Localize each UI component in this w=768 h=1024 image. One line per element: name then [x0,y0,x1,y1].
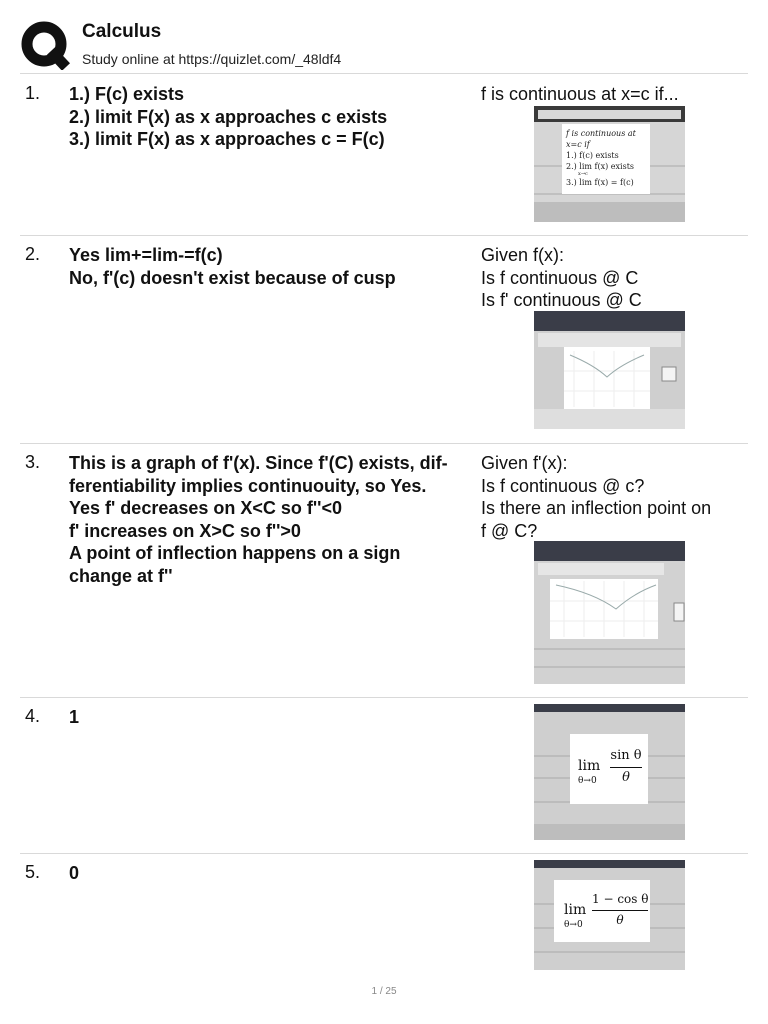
card-number: 4. [25,706,41,726]
card-number: 3. [25,452,41,472]
flashcard-4 [20,697,748,853]
set-title: Calculus [82,21,162,42]
flashcard-2 [20,235,748,443]
card-number: 2. [25,244,41,264]
flashcard-1 [20,74,748,235]
card-answer: Yes lim+=lim-=f(c) No, f'(c) doesn't exist because of cusp [69,245,396,288]
card-number: 1. [25,83,41,103]
quizlet-logo-icon[interactable] [20,20,70,70]
card-answer: 1.) F(c) exists 2.) limit F(x) as x approaches c exists 3.) limit F(x) as x approaches c = F(c) [69,84,388,150]
flashcard-5 [20,853,748,973]
card-image: f is continuous at x=c if 1.) f(c) exists 2.) lim f(x) exists x→c 3.) lim f(x) = f(c) [534,106,685,222]
card-image [534,541,685,684]
card-answer: This is a graph of f'(x). Since f'(C) exists, dif- ferentiability implies continuouity, so Yes. Yes f' decreases on X<C so f''<0 f' increases on X>C so f''>0 A point of inflection happens on a sign change at f'' [69,453,448,586]
card-answer: 0 [69,863,80,883]
card-image: lim θ→0 1 − cos θ θ [534,860,685,970]
flashcard-3 [20,443,748,697]
page-number: 1 / 25 [371,986,397,997]
card-term: f is continuous at x=c if... [481,84,679,104]
card-number: 5. [25,862,41,882]
card-term: Given f'(x): Is f continuous @ c? Is there an inflection point on f @ C? [481,453,712,541]
card-term: Given f(x): Is f continuous @ C Is f' continuous @ C [481,245,642,311]
card-answer: 1 [69,707,80,727]
card-image [534,311,685,429]
card-image: lim θ→0 sin θ θ [534,704,685,840]
page-header [20,18,748,74]
set-url[interactable]: Study online at https://quizlet.com/_48ldf4 [82,51,342,67]
